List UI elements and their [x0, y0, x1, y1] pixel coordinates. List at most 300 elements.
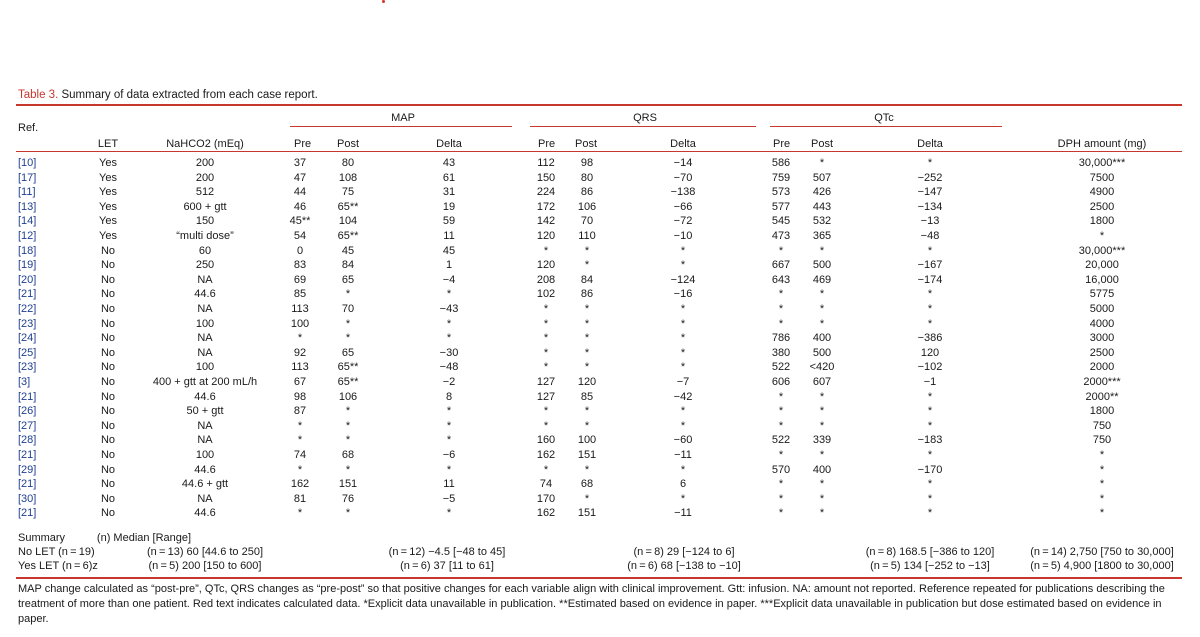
- cell-qrs-post: *: [584, 318, 590, 330]
- cell-qrs-pre: 208: [536, 274, 556, 286]
- cell-qrs-pre: *: [543, 332, 549, 344]
- cell-let: No: [100, 347, 116, 359]
- cell-map-pre: 162: [290, 478, 310, 490]
- cell-map-delta: *: [446, 405, 452, 417]
- cell-map-post: *: [345, 420, 351, 432]
- header-qtc-delta: Delta: [917, 138, 943, 150]
- yes-let-qrs: (n = 6) 68 [−138 to −10]: [627, 560, 741, 572]
- cell-let: No: [100, 449, 116, 461]
- cell-qrs-pre: 127: [536, 376, 556, 388]
- cell-let: No: [100, 464, 116, 476]
- cell-qtc-delta: *: [927, 245, 933, 257]
- cell-map-post: *: [345, 464, 351, 476]
- cell-let: No: [100, 493, 116, 505]
- cell-qrs-post: *: [584, 332, 590, 344]
- cell-qrs-post: 86: [580, 186, 594, 198]
- cell-qtc-post: 443: [812, 201, 832, 213]
- cell-qrs-delta: −10: [673, 230, 693, 242]
- header-qtc: QTc: [874, 112, 894, 124]
- cell-qtc-pre: 586: [771, 157, 791, 169]
- header-qrs: QRS: [633, 112, 657, 124]
- cell-let: Yes: [99, 172, 117, 184]
- cell-qrs-post: 100: [577, 434, 597, 446]
- cell-qrs-delta: *: [680, 464, 686, 476]
- cell-qtc-pre: *: [778, 303, 784, 315]
- cell-qrs-delta: −70: [673, 172, 693, 184]
- cell-qtc-delta: *: [927, 420, 933, 432]
- header-qtc-pre: Pre: [773, 138, 791, 150]
- cell-map-pre: 113: [291, 303, 309, 315]
- cell-map-post: *: [345, 434, 351, 446]
- cell-qrs-pre: 112: [537, 157, 555, 169]
- cell-map-delta: *: [446, 507, 452, 519]
- cell-map-post: 65**: [337, 201, 359, 213]
- cell-qrs-pre: 120: [536, 259, 556, 271]
- cell-qtc-delta: *: [927, 405, 933, 417]
- cell-qrs-pre: 162: [536, 449, 556, 461]
- cell-qrs-delta: −66: [673, 201, 693, 213]
- cell-qrs-post: 70: [580, 215, 594, 227]
- cell-map-post: *: [345, 507, 351, 519]
- cell-map-delta: −48: [439, 361, 459, 373]
- cell-dph: 16,000: [1085, 274, 1119, 286]
- cell-qtc-post: *: [819, 318, 825, 330]
- map-group-rule: [290, 126, 512, 127]
- cell-qrs-delta: *: [680, 361, 686, 373]
- cell-qrs-pre: *: [543, 405, 549, 417]
- cell-map-pre: 47: [293, 172, 307, 184]
- cell-nahco3: 200: [195, 172, 215, 184]
- cell-qtc-delta: −174: [917, 274, 943, 286]
- cell-qtc-pre: 573: [771, 186, 791, 198]
- cell-qtc-pre: *: [778, 478, 784, 490]
- cell-qrs-delta: *: [680, 318, 686, 330]
- cell-qtc-post: 500: [812, 259, 832, 271]
- cell-qrs-pre: 120: [536, 230, 556, 242]
- cell-qtc-delta: *: [927, 303, 933, 315]
- cell-ref[interactable]: [25]: [18, 347, 37, 359]
- cell-map-pre: *: [297, 332, 303, 344]
- no-let-dph: (n = 14) 2,750 [750 to 30,000]: [1030, 546, 1174, 558]
- cell-qtc-delta: *: [927, 507, 933, 519]
- cell-qrs-post: 84: [580, 274, 594, 286]
- cell-qtc-pre: 522: [771, 361, 791, 373]
- table-footnote: MAP change calculated as “post-pre”, QTc, QRS changes as “pre-post” so that positive changes for each variable align with clinical improvement. Gtt: infusion. NA: amount not reported. Reference repeated for publications describing the treatment of more than one patient. Red text indicates calculated data. *Explicit data unavailable in publication. **Estimated based on evidence in paper. ***Explicit data unavailable in publication but dose estimated based on evidence in paper.: [18, 583, 1165, 625]
- cell-qrs-delta: *: [680, 405, 686, 417]
- cell-let: Yes: [99, 157, 117, 169]
- cell-qrs-post: *: [584, 303, 590, 315]
- cell-let: No: [100, 405, 116, 417]
- cell-let: No: [100, 420, 116, 432]
- cell-dph: 2000: [1089, 361, 1115, 373]
- cell-map-pre: 98: [293, 391, 307, 403]
- no-let-map: (n = 12) −4.5 [−48 to 45]: [388, 546, 506, 558]
- cell-qtc-post: 532: [812, 215, 832, 227]
- cell-qtc-post: *: [819, 288, 825, 300]
- cell-map-post: 65**: [337, 230, 359, 242]
- cell-ref[interactable]: [23]: [18, 318, 37, 330]
- cell-nahco3: 200: [195, 157, 215, 169]
- cell-qrs-delta: *: [680, 245, 686, 257]
- cell-ref[interactable]: [21]: [18, 449, 37, 461]
- cell-qrs-post: *: [584, 405, 590, 417]
- cell-dph: *: [1099, 478, 1105, 490]
- cell-qtc-post: 500: [812, 347, 832, 359]
- cell-map-delta: 1: [445, 259, 453, 271]
- cell-qrs-delta: −42: [673, 391, 693, 403]
- cell-ref[interactable]: [10]: [18, 157, 37, 169]
- cell-qrs-delta: −138: [670, 186, 696, 198]
- cell-nahco3: 150: [195, 215, 215, 227]
- cell-map-pre: 85: [293, 288, 307, 300]
- yes-let-label: Yes LET (n = 6)z: [18, 560, 98, 572]
- header-rule: [16, 151, 1182, 152]
- cell-ref[interactable]: [13]: [18, 201, 37, 213]
- cell-ref[interactable]: [23]: [18, 361, 37, 373]
- cell-let: Yes: [99, 201, 117, 213]
- cell-qtc-pre: 570: [771, 464, 791, 476]
- cell-qrs-delta: −72: [673, 215, 693, 227]
- cell-ref[interactable]: [12]: [18, 230, 37, 242]
- cell-qrs-post: *: [584, 464, 590, 476]
- cell-nahco3: 44.6: [194, 507, 216, 519]
- cell-qtc-post: *: [819, 303, 825, 315]
- cell-dph: *: [1099, 449, 1105, 461]
- cell-qrs-post: 68: [580, 478, 594, 490]
- cell-nahco3: NA: [197, 347, 213, 359]
- cell-map-post: 75: [341, 186, 355, 198]
- cell-qrs-pre: *: [543, 464, 549, 476]
- cell-qtc-pre: *: [778, 507, 784, 519]
- cell-qrs-post: 85: [580, 391, 594, 403]
- cell-ref[interactable]: [18]: [18, 245, 37, 257]
- cell-nahco3: NA: [197, 332, 213, 344]
- cell-qtc-delta: −183: [917, 434, 943, 446]
- cell-map-post: 80: [341, 157, 355, 169]
- cell-qtc-post: 365: [812, 230, 832, 242]
- cell-map-pre: 46: [293, 201, 307, 213]
- cell-dph: *: [1099, 507, 1105, 519]
- cell-qtc-pre: *: [778, 449, 784, 461]
- cell-ref[interactable]: [28]: [18, 434, 37, 446]
- cell-qrs-delta: *: [680, 347, 686, 359]
- header-let: LET: [97, 138, 119, 150]
- cell-qtc-delta: −134: [917, 201, 943, 213]
- cell-ref[interactable]: [20]: [18, 274, 37, 286]
- cell-let: No: [100, 478, 116, 490]
- cell-qrs-pre: 170: [536, 493, 556, 505]
- cell-qtc-post: 339: [812, 434, 832, 446]
- cell-map-post: 45: [341, 245, 355, 257]
- cell-dph: 4000: [1089, 318, 1115, 330]
- cell-map-post: 104: [338, 215, 358, 227]
- cell-map-pre: 83: [293, 259, 307, 271]
- cell-let: No: [100, 288, 116, 300]
- cell-nahco3: 60: [198, 245, 212, 257]
- cell-qtc-delta: −48: [920, 230, 940, 242]
- cell-ref[interactable]: [3]: [18, 376, 31, 388]
- cell-nahco3: 400 + gtt at 200 mL/h: [152, 376, 258, 388]
- cell-qtc-delta: −252: [917, 172, 943, 184]
- cell-qtc-post: *: [819, 245, 825, 257]
- cell-dph: 30,000***: [1078, 157, 1126, 169]
- cell-qtc-pre: 759: [771, 172, 791, 184]
- cell-nahco3: 512: [195, 186, 215, 198]
- cell-ref[interactable]: [24]: [18, 332, 37, 344]
- cell-qrs-pre: 127: [536, 391, 556, 403]
- header-map-delta: Delta: [436, 138, 462, 150]
- cell-dph: 5775: [1089, 288, 1115, 300]
- cell-dph: 2500: [1089, 201, 1115, 213]
- cell-qrs-delta: −124: [670, 274, 696, 286]
- cell-ref[interactable]: [21]: [18, 478, 37, 490]
- cell-qtc-post: *: [819, 493, 825, 505]
- cell-let: No: [100, 303, 116, 315]
- cell-map-post: 68: [341, 449, 355, 461]
- cell-qrs-pre: 102: [536, 288, 556, 300]
- cell-ref[interactable]: [17]: [18, 172, 37, 184]
- cell-qrs-delta: −11: [674, 507, 692, 519]
- cell-qrs-delta: *: [680, 332, 686, 344]
- table-top-rule: [16, 104, 1182, 106]
- cell-qtc-delta: *: [927, 449, 933, 461]
- cell-qrs-post: *: [584, 420, 590, 432]
- cell-map-pre: 92: [293, 347, 307, 359]
- cell-qrs-post: 106: [577, 201, 597, 213]
- cell-map-pre: 44: [293, 186, 307, 198]
- cell-qtc-delta: −102: [917, 361, 943, 373]
- cell-ref[interactable]: [29]: [18, 464, 37, 476]
- header-qrs-delta: Delta: [670, 138, 696, 150]
- cell-map-post: 65**: [337, 376, 359, 388]
- cell-map-post: 65: [341, 274, 355, 286]
- cell-qrs-delta: *: [680, 493, 686, 505]
- cell-map-delta: 59: [442, 215, 456, 227]
- cell-ref[interactable]: [27]: [18, 420, 37, 432]
- cell-qtc-pre: 786: [771, 332, 791, 344]
- cell-qrs-post: 80: [580, 172, 594, 184]
- cell-qrs-delta: *: [680, 259, 686, 271]
- cell-nahco3: 44.6 + gtt: [181, 478, 229, 490]
- cell-let: No: [100, 318, 116, 330]
- cell-qtc-post: *: [819, 405, 825, 417]
- summary-note: (n) Median [Range]: [96, 532, 192, 544]
- cell-ref[interactable]: [26]: [18, 405, 37, 417]
- cell-map-pre: *: [297, 507, 303, 519]
- cell-qrs-pre: 160: [536, 434, 556, 446]
- cell-map-delta: 19: [442, 201, 456, 213]
- cell-qrs-pre: 224: [536, 186, 556, 198]
- cell-dph: 750: [1092, 420, 1112, 432]
- cell-nahco3: “multi dose”: [176, 230, 234, 242]
- cell-qtc-post: <420: [809, 361, 835, 373]
- cell-map-pre: 81: [293, 493, 307, 505]
- cell-qtc-delta: *: [927, 288, 933, 300]
- no-let-qtc: (n = 8) 168.5 [−386 to 120]: [865, 546, 995, 558]
- cell-map-delta: *: [446, 464, 452, 476]
- cell-qtc-delta: 120: [920, 347, 940, 359]
- cell-qtc-post: *: [819, 478, 825, 490]
- cell-map-pre: 0: [296, 245, 304, 257]
- cell-let: Yes: [99, 230, 117, 242]
- cell-qrs-pre: *: [543, 245, 549, 257]
- caption-title: Summary of data extracted from each case report.: [61, 89, 318, 101]
- cell-qrs-post: 86: [580, 288, 594, 300]
- cell-map-delta: −6: [442, 449, 456, 461]
- header-qrs-pre: Pre: [538, 138, 556, 150]
- cell-nahco3: NA: [197, 434, 213, 446]
- cell-nahco3: 44.6: [194, 288, 216, 300]
- cell-qtc-pre: *: [778, 420, 784, 432]
- cell-nahco3: 100: [195, 361, 215, 373]
- cell-ref[interactable]: [21]: [18, 507, 37, 519]
- cell-nahco3: 100: [195, 318, 215, 330]
- cell-qtc-pre: *: [778, 318, 784, 330]
- cell-dph: 750: [1092, 434, 1112, 446]
- no-let-label: No LET (n = 19): [18, 546, 95, 558]
- cell-nahco3: NA: [197, 493, 213, 505]
- red-dot-mark: [382, 0, 385, 3]
- cell-ref[interactable]: [11]: [18, 186, 36, 198]
- cell-qtc-pre: *: [778, 245, 784, 257]
- cell-map-delta: −30: [439, 347, 459, 359]
- cell-qrs-pre: 150: [536, 172, 556, 184]
- cell-map-delta: *: [446, 288, 452, 300]
- no-let-nahco3: (n = 13) 60 [44.6 to 250]: [146, 546, 264, 558]
- cell-dph: 30,000***: [1078, 245, 1126, 257]
- cell-qrs-delta: −16: [673, 288, 693, 300]
- cell-map-delta: 8: [445, 391, 453, 403]
- cell-qrs-post: *: [584, 493, 590, 505]
- cell-qtc-delta: *: [927, 157, 933, 169]
- cell-map-pre: 100: [290, 318, 310, 330]
- cell-qtc-delta: *: [927, 318, 933, 330]
- cell-qtc-post: 507: [812, 172, 832, 184]
- cell-qtc-pre: 522: [771, 434, 791, 446]
- cell-qtc-pre: *: [778, 288, 784, 300]
- cell-qtc-post: 469: [812, 274, 832, 286]
- cell-map-post: 76: [341, 493, 355, 505]
- cell-map-delta: 43: [442, 157, 456, 169]
- cell-dph: 7500: [1089, 172, 1115, 184]
- cell-map-delta: 31: [442, 186, 456, 198]
- cell-qtc-post: *: [819, 391, 825, 403]
- cell-qrs-post: 120: [577, 376, 597, 388]
- header-nahco2: NaHCO2 (mEq): [166, 138, 244, 150]
- cell-qtc-pre: 606: [771, 376, 791, 388]
- cell-qtc-pre: *: [778, 405, 784, 417]
- cell-map-pre: 74: [293, 449, 307, 461]
- cell-qtc-post: *: [819, 420, 825, 432]
- cell-map-pre: 67: [293, 376, 307, 388]
- cell-qtc-delta: −1: [923, 376, 937, 388]
- cell-ref[interactable]: [21]: [18, 288, 37, 300]
- cell-nahco3: 44.6: [194, 464, 216, 476]
- cell-qtc-delta: −147: [917, 186, 943, 198]
- cell-qtc-pre: 473: [771, 230, 791, 242]
- cell-qrs-delta: −14: [673, 157, 693, 169]
- cell-qrs-pre: 162: [536, 507, 556, 519]
- cell-qrs-delta: *: [680, 303, 686, 315]
- cell-map-delta: *: [446, 434, 452, 446]
- cell-ref[interactable]: [14]: [18, 215, 37, 227]
- cell-let: No: [100, 245, 116, 257]
- cell-nahco3: 44.6: [194, 391, 216, 403]
- yes-let-qtc: (n = 5) 134 [−252 to −13]: [870, 560, 990, 572]
- cell-qtc-post: *: [819, 507, 825, 519]
- header-qtc-post: Post: [811, 138, 834, 150]
- yes-let-map: (n = 6) 37 [11 to 61]: [400, 560, 494, 572]
- cell-qtc-pre: *: [778, 493, 784, 505]
- cell-let: Yes: [99, 186, 117, 198]
- qrs-group-rule: [530, 126, 756, 127]
- cell-dph: 5000: [1089, 303, 1115, 315]
- cell-qrs-pre: 74: [539, 478, 553, 490]
- cell-dph: 3000: [1089, 332, 1115, 344]
- cell-map-delta: 11: [443, 478, 455, 490]
- cell-qrs-pre: *: [543, 420, 549, 432]
- cell-dph: 2500: [1089, 347, 1115, 359]
- cell-ref[interactable]: [30]: [18, 493, 37, 505]
- cell-nahco3: NA: [197, 303, 213, 315]
- cell-dph: 4900: [1089, 186, 1115, 198]
- cell-qtc-pre: 667: [771, 259, 791, 271]
- cell-dph: *: [1099, 493, 1105, 505]
- cell-map-post: *: [345, 318, 351, 330]
- cell-ref[interactable]: [22]: [18, 303, 37, 315]
- cell-nahco3: 600 + gtt: [183, 201, 227, 213]
- cell-qtc-pre: 577: [771, 201, 791, 213]
- cell-dph: 1800: [1089, 215, 1115, 227]
- cell-map-pre: 54: [293, 230, 307, 242]
- cell-qrs-delta: −60: [673, 434, 693, 446]
- cell-map-delta: 11: [443, 230, 455, 242]
- cell-map-pre: *: [297, 420, 303, 432]
- cell-map-pre: 113: [291, 361, 309, 373]
- cell-map-post: 106: [338, 391, 358, 403]
- cell-map-delta: −5: [442, 493, 456, 505]
- cell-qtc-delta: *: [927, 478, 933, 490]
- cell-dph: 20,000: [1085, 259, 1119, 271]
- cell-nahco3: NA: [197, 420, 213, 432]
- cell-let: No: [100, 274, 116, 286]
- cell-map-post: 65**: [337, 361, 359, 373]
- cell-map-delta: *: [446, 420, 452, 432]
- cell-qtc-post: 426: [812, 186, 832, 198]
- cell-qtc-delta: −170: [917, 464, 943, 476]
- cell-qrs-post: *: [584, 347, 590, 359]
- cell-qtc-pre: 545: [771, 215, 791, 227]
- cell-qtc-delta: *: [927, 391, 933, 403]
- cell-map-post: 108: [338, 172, 358, 184]
- cell-map-delta: −4: [442, 274, 456, 286]
- cell-let: No: [100, 434, 116, 446]
- caption-label: Table 3.: [18, 89, 59, 101]
- table-bottom-rule: [16, 577, 1182, 579]
- cell-ref[interactable]: [19]: [18, 259, 37, 271]
- yes-let-dph: (n = 5) 4,900 [1800 to 30,000]: [1030, 560, 1174, 572]
- cell-qrs-pre: 172: [536, 201, 556, 213]
- header-map-pre: Pre: [294, 138, 312, 150]
- cell-qtc-delta: *: [927, 493, 933, 505]
- cell-qtc-pre: 380: [771, 347, 791, 359]
- cell-qrs-pre: *: [543, 361, 549, 373]
- header-ref: Ref.: [18, 122, 39, 134]
- cell-map-post: 70: [341, 303, 355, 315]
- cell-qrs-pre: 142: [536, 215, 556, 227]
- cell-ref[interactable]: [21]: [18, 391, 37, 403]
- header-dph: DPH amount (mg): [1057, 138, 1147, 150]
